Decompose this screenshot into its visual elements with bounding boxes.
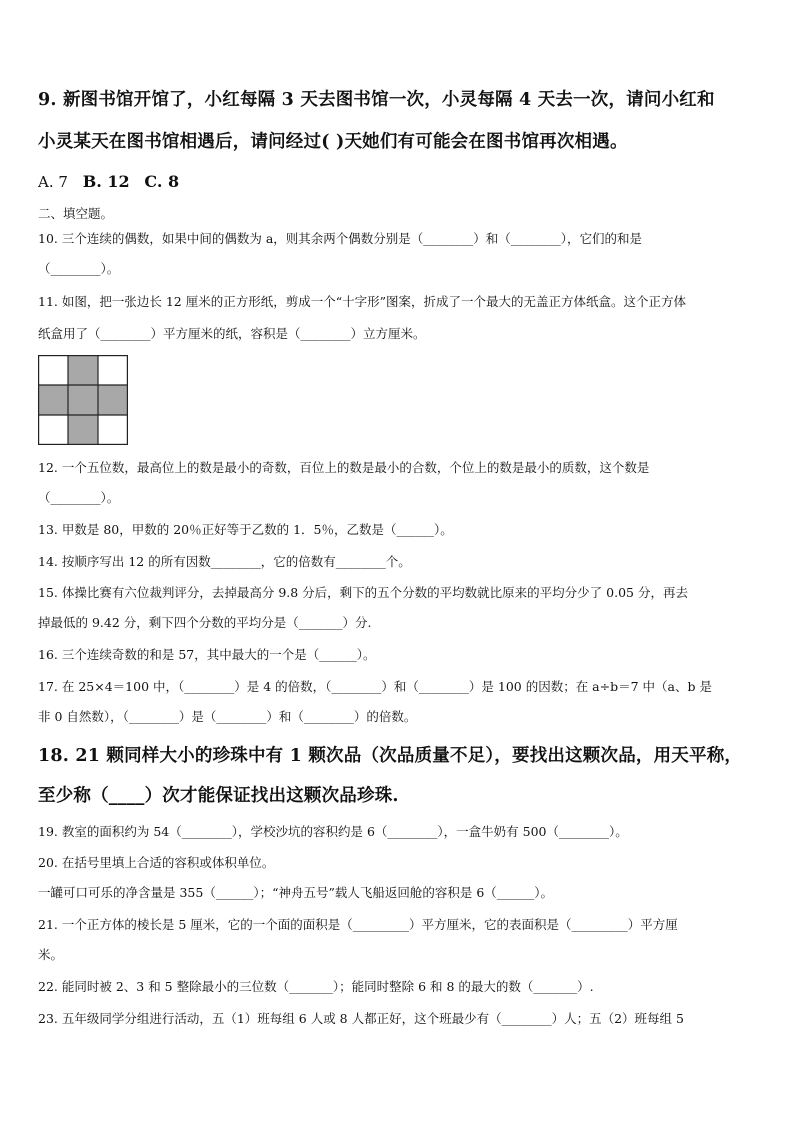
- q14: 14. 按顺序写出 12 的所有因数________，它的倍数有________个。: [38, 554, 411, 569]
- q12-line2: （________）。: [38, 490, 120, 505]
- q15-line1: 15. 体操比赛有六位裁判评分，去掉最高分 9.8 分后，剩下的五个分数的平均数就比原来的平均分少了 0.05 分，再去: [38, 585, 688, 600]
- cross-shape-figure: [38, 355, 128, 445]
- q23: 23. 五年级同学分组进行活动，五（1）班每组 6 人或 8 人都正好，这个班最少有（________）人；五（2）班每组 5: [38, 1011, 684, 1026]
- q10-line1: 10. 三个连续的偶数，如果中间的偶数为 a，则其余两个偶数分别是（________）和（________），它们的和是: [38, 231, 643, 246]
- q20-line2: 一罐可口可乐的净含量是 355（______）；“神舟五号”载人飞船返回舱的容积是 6（______）。: [38, 885, 554, 900]
- q13: 13. 甲数是 80，甲数的 20％正好等于乙数的 1．5％，乙数是（______）。: [38, 522, 453, 537]
- q21-line2: 米。: [38, 947, 64, 962]
- q21-line1: 21. 一个正方体的棱长是 5 厘米，它的一个面的面积是（_________）平方厘米，它的表面积是（_________）平方厘: [38, 917, 678, 932]
- choice-b: B. 12: [82, 172, 130, 191]
- choice-a: A. 7: [38, 173, 68, 191]
- q18-line2: 至少称（____）次才能保证找出这颗次品珍珠.: [38, 786, 399, 806]
- section-heading: 二、填空题。: [38, 206, 114, 221]
- choice-c: C. 8: [144, 172, 180, 191]
- q16: 16. 三个连续奇数的和是 57，其中最大的一个是（______）。: [38, 647, 376, 662]
- q22: 22. 能同时被 2、3 和 5 整除最小的三位数（_______）；能同时整除 6 和 8 的最大的数（_______）.: [38, 979, 594, 994]
- q12-line1: 12. 一个五位数，最高位上的数是最小的奇数，百位上的数是最小的合数，个位上的数是最小的质数，这个数是: [38, 460, 650, 475]
- q15-line2: 掉最低的 9.42 分，剩下四个分数的平均分是（_______）分.: [38, 615, 372, 630]
- q20-line1: 20. 在括号里填上合适的容积或体积单位。: [38, 855, 275, 870]
- q18-line1: 18. 21 颗同样大小的珍珠中有 1 颗次品（次品质量不足），要找出这颗次品，用天平称，: [38, 746, 743, 766]
- q9-line2: 小灵某天在图书馆相遇后，请问经过( )天她们有可能会在图书馆再次相遇。: [38, 132, 628, 152]
- q11-line1: 11. 如图，把一张边长 12 厘米的正方形纸，剪成一个“十字形”图案，折成了一个最大的无盖正方体纸盒。这个正方体: [38, 294, 686, 309]
- q10-line2: （________）。: [38, 261, 120, 276]
- q17-line1: 17. 在 25×4＝100 中，（________）是 4 的倍数，（________）和（________）是 100 的因数；在 a÷b＝7 中（a、b 是: [38, 679, 712, 694]
- q17-line2: 非 0 自然数），（________）是（________）和（________）的倍数。: [38, 709, 417, 724]
- q9-choices: [38, 172, 189, 191]
- q11-line2: 纸盒用了（________）平方厘米的纸，容积是（________）立方厘米。: [38, 326, 426, 341]
- q9-line1: 9. 新图书馆开馆了，小红每隔 3 天去图书馆一次，小灵每隔 4 天去一次，请问小红和: [38, 90, 715, 110]
- q19: 19. 教室的面积约为 54（________），学校沙坑的容积约是 6（________），一盒牛奶有 500（________）。: [38, 824, 628, 839]
